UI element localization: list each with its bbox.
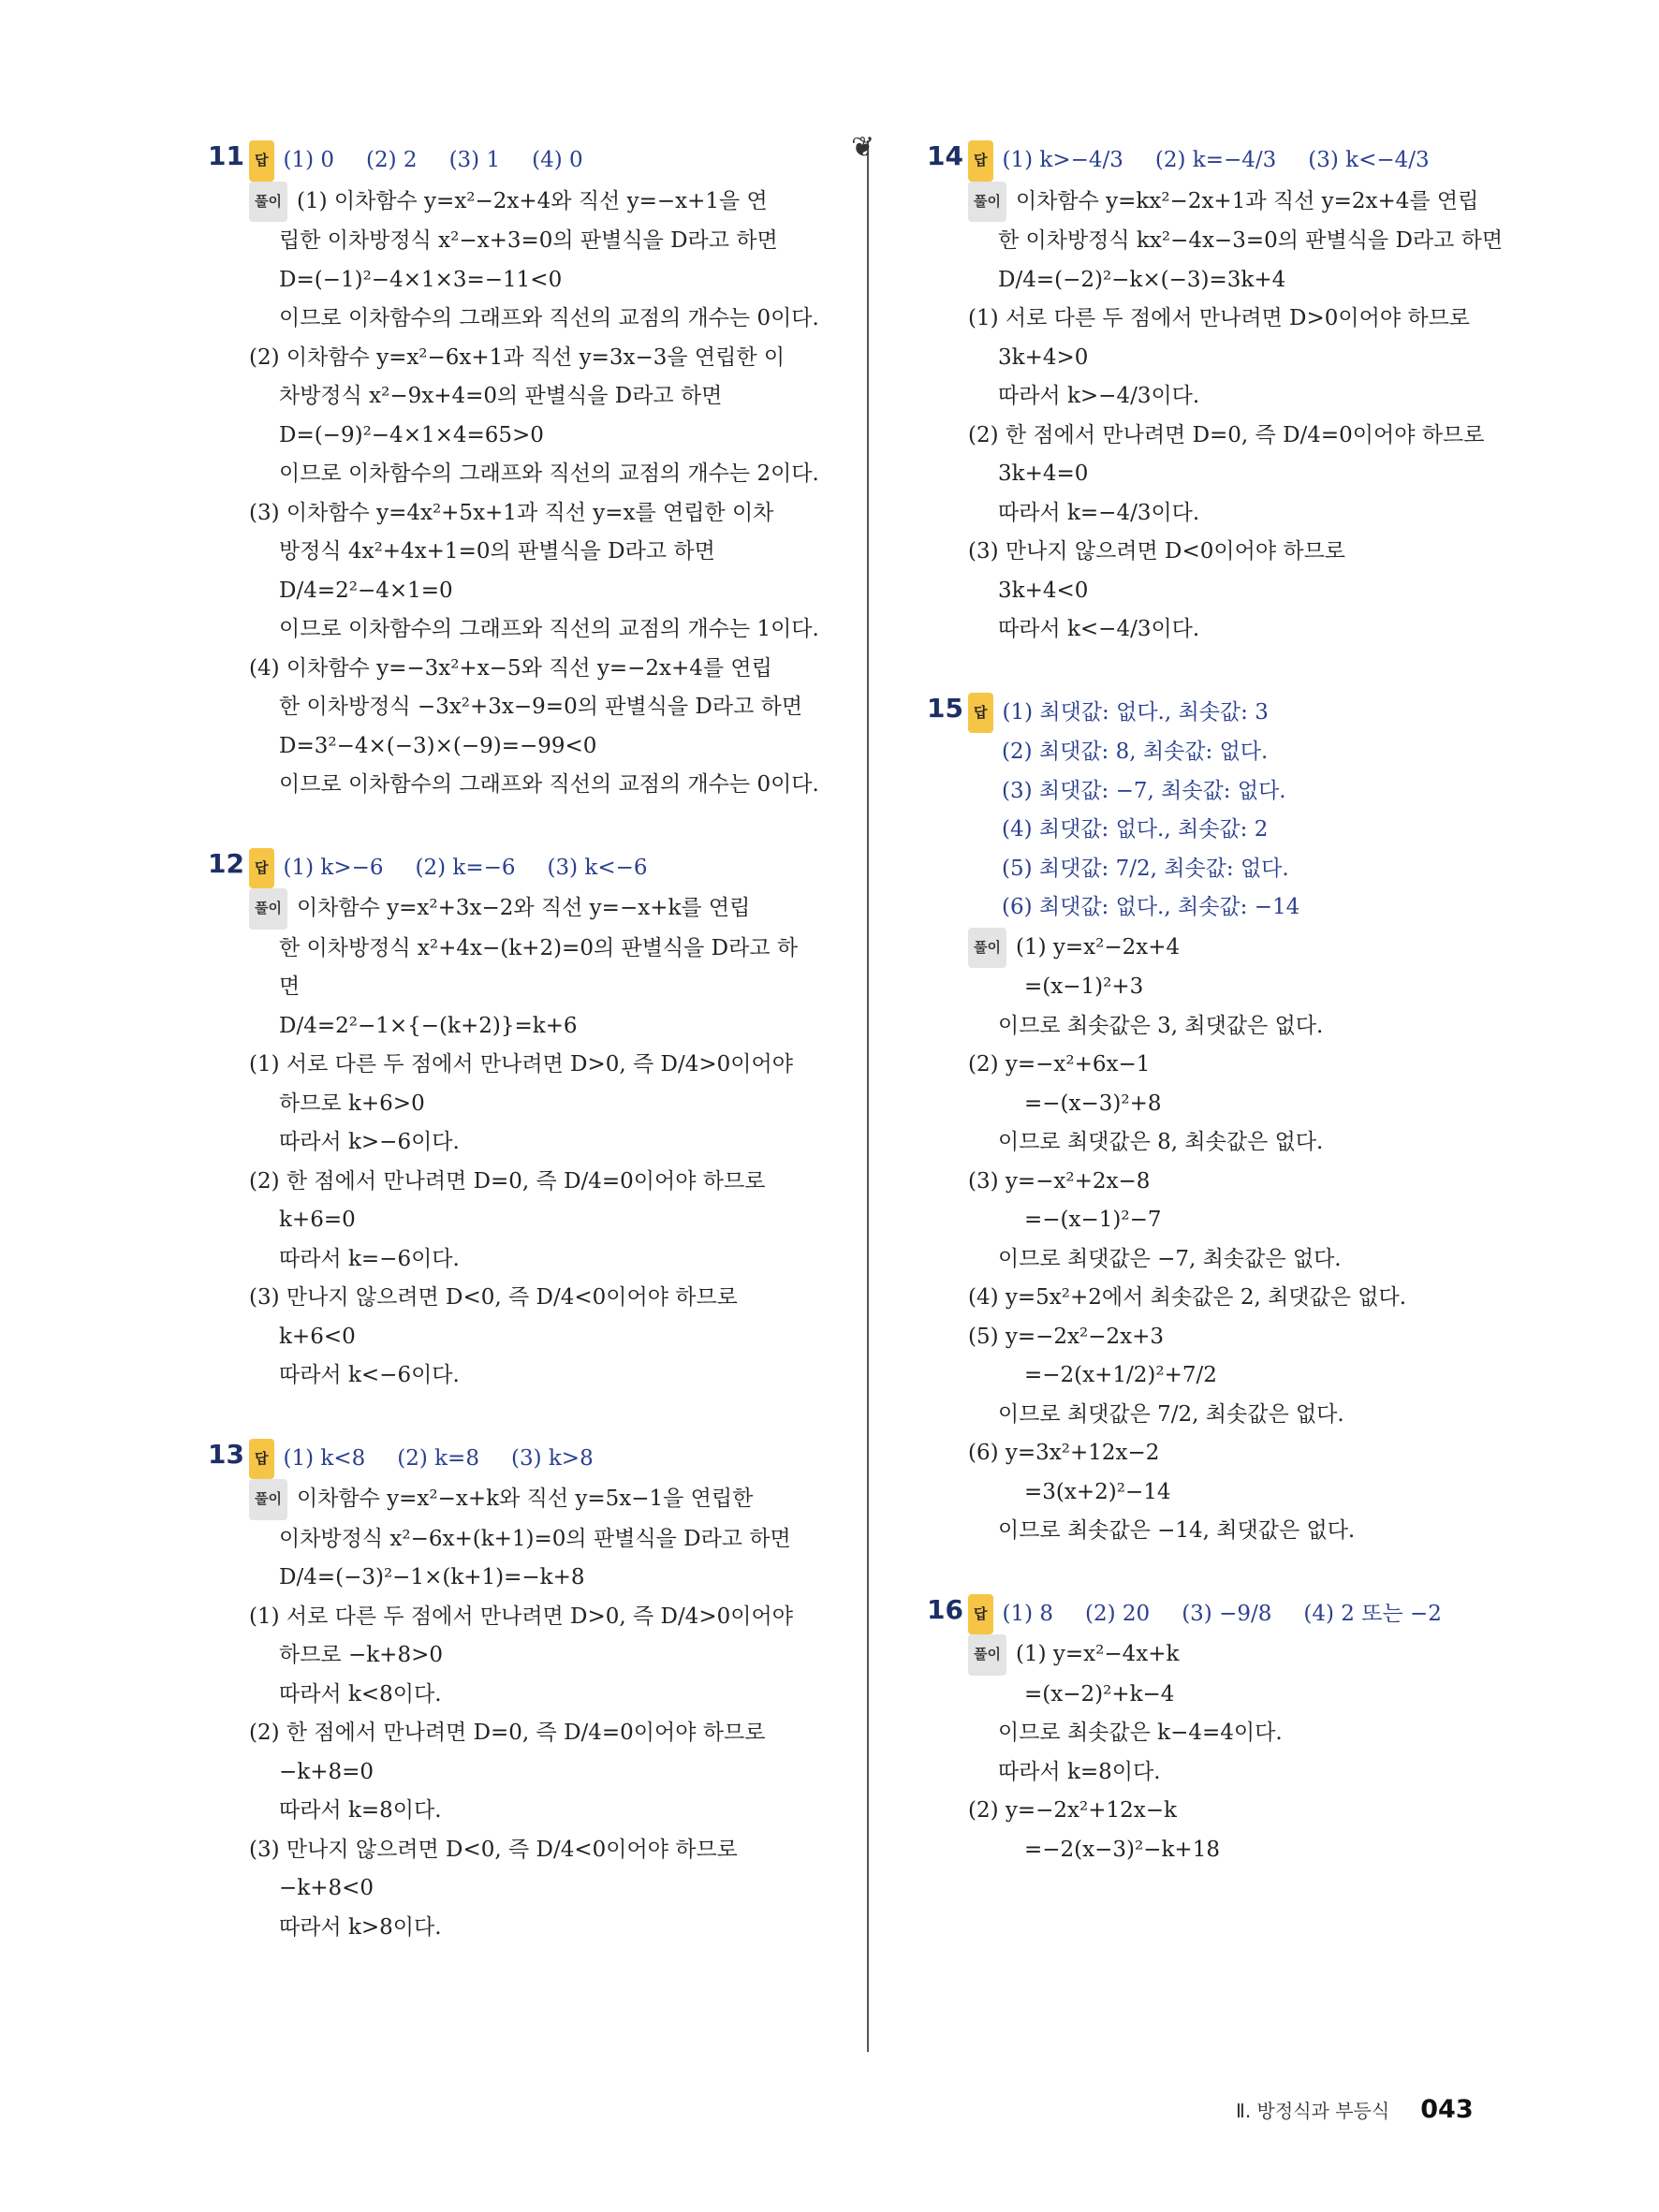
problem-content bbox=[249, 848, 826, 1396]
solution-text: (5) y=−2x²−2x+3 bbox=[968, 1324, 1165, 1349]
answer-line bbox=[968, 811, 1545, 850]
solution-text: 이차함수 y=x²+3x−2와 직선 y=−x+k를 연립 bbox=[296, 896, 751, 920]
solution-text: (1) 서로 다른 두 점에서 만나려면 D>0, 즉 D/4>0이어야 bbox=[249, 1604, 793, 1629]
solution-line bbox=[968, 1163, 1545, 1202]
solution-text: 방정식 4x²+4x+1=0의 판별식을 D라고 하면 bbox=[279, 539, 715, 564]
problem-12 bbox=[208, 848, 826, 1396]
solution-line bbox=[968, 928, 1545, 969]
problem-number: 14 bbox=[927, 140, 963, 171]
solution-text: (3) 만나지 않으려면 D<0이어야 하므로 bbox=[968, 539, 1346, 564]
solution-text: 따라서 k<−6이다. bbox=[279, 1363, 460, 1387]
answer-item: (1) 8 bbox=[1002, 1601, 1054, 1626]
solution-line bbox=[249, 1356, 826, 1396]
solution-text: 이므로 최솟값은 k−4=4이다. bbox=[998, 1721, 1283, 1745]
answer-line bbox=[968, 140, 1545, 182]
problem-number: 15 bbox=[927, 692, 963, 724]
solution-line bbox=[249, 766, 826, 805]
solution-text: 하므로 −k+8>0 bbox=[279, 1643, 443, 1667]
problem-content bbox=[249, 140, 826, 805]
solution-text: (1) y=x²−4x+k bbox=[1015, 1642, 1180, 1666]
solution-text: 면 bbox=[279, 974, 301, 999]
answer-line bbox=[968, 733, 1545, 772]
solution-text: 따라서 k=−6이다. bbox=[279, 1246, 460, 1271]
solution-line bbox=[249, 1479, 826, 1520]
solution-text: k+6=0 bbox=[279, 1208, 356, 1232]
solution-tag: 풀이 bbox=[968, 1634, 1006, 1676]
solution-text: (3) y=−x²+2x−8 bbox=[968, 1168, 1151, 1194]
solution-line bbox=[249, 1831, 826, 1870]
answer-line bbox=[249, 1439, 826, 1480]
solution-line bbox=[968, 377, 1545, 417]
answer-line bbox=[968, 772, 1545, 812]
answer-tag: 답 bbox=[968, 1594, 993, 1635]
solution-text: (2) y=−x²+6x−1 bbox=[968, 1052, 1151, 1077]
problem-content bbox=[968, 1594, 1545, 1870]
solution-text: (3) 이차함수 y=4x²+5x+1과 직선 y=x를 연립한 이차 bbox=[249, 500, 774, 525]
answer-item: (3) 1 bbox=[448, 148, 501, 172]
solution-text: (1) 서로 다른 두 점에서 만나려면 D>0, 즉 D/4>0이어야 bbox=[249, 1052, 793, 1077]
solution-line bbox=[249, 1559, 826, 1598]
answer-item: (2) 최댓값: 8, 최솟값: 없다. bbox=[1002, 740, 1269, 764]
solution-line bbox=[968, 1512, 1545, 1551]
solution-text: D=3²−4×(−3)×(−9)=−99<0 bbox=[279, 733, 597, 758]
answer-item: (4) 2 또는 −2 bbox=[1303, 1601, 1442, 1626]
solution-text: 이므로 최댓값은 8, 최솟값은 없다. bbox=[998, 1130, 1324, 1154]
solution-line bbox=[249, 339, 826, 378]
answer-line bbox=[249, 140, 826, 182]
answer-tag: 답 bbox=[249, 848, 274, 889]
solution-line bbox=[249, 1123, 826, 1163]
solution-line bbox=[249, 572, 826, 611]
problem-number: 12 bbox=[208, 847, 244, 879]
solution-line bbox=[249, 1792, 826, 1831]
solution-line bbox=[968, 610, 1545, 650]
solution-line bbox=[249, 930, 826, 969]
solution-text: D=(−9)²−4×1×4=65>0 bbox=[279, 422, 544, 447]
solution-text: (1) y=x²−2x+4 bbox=[1015, 934, 1181, 960]
answer-tag: 답 bbox=[968, 140, 993, 182]
solution-text: D/4=(−2)²−k×(−3)=3k+4 bbox=[998, 267, 1286, 292]
answer-line bbox=[968, 1594, 1545, 1635]
answer-item: (4) 0 bbox=[532, 148, 583, 172]
solution-text: (2) y=−2x²+12x−k bbox=[968, 1798, 1177, 1823]
solution-text: 이므로 이차함수의 그래프와 직선의 교점의 개수는 2이다. bbox=[279, 461, 819, 486]
right-column bbox=[927, 140, 1545, 1912]
solution-line bbox=[249, 182, 826, 223]
solution-line bbox=[968, 1318, 1545, 1357]
solution-line bbox=[968, 1279, 1545, 1318]
answer-item: (2) k=−6 bbox=[415, 855, 516, 880]
solution-text: 이차함수 y=x²−x+k와 직선 y=5x−1을 연립한 bbox=[296, 1487, 754, 1511]
answer-item: (1) k>−4/3 bbox=[1002, 148, 1123, 172]
problem-content bbox=[249, 1439, 826, 1948]
solution-text: 이므로 최댓값은 7/2, 최솟값은 없다. bbox=[998, 1401, 1344, 1427]
solution-text: D/4=(−3)²−1×(k+1)=−k+8 bbox=[279, 1565, 585, 1589]
solution-text: −k+8=0 bbox=[279, 1759, 374, 1784]
answer-tag: 답 bbox=[249, 140, 274, 182]
ornament-icon: ❦ bbox=[851, 131, 875, 164]
solution-text: 3k+4=0 bbox=[998, 461, 1089, 486]
solution-line bbox=[249, 377, 826, 417]
answer-line bbox=[249, 848, 826, 889]
problem-content bbox=[968, 693, 1545, 1551]
answer-item: (4) 최댓값: 없다., 최솟값: 2 bbox=[1002, 817, 1269, 842]
answer-line bbox=[968, 850, 1545, 889]
solution-line bbox=[249, 1201, 826, 1240]
problem-number: 11 bbox=[208, 140, 244, 171]
solution-text: (2) 이차함수 y=x²−6x+1과 직선 y=3x−3을 연립한 이 bbox=[249, 344, 785, 370]
solution-text: k+6<0 bbox=[279, 1324, 356, 1349]
answer-item: (5) 최댓값: 7/2, 최솟값: 없다. bbox=[1002, 856, 1289, 881]
solution-line bbox=[249, 1085, 826, 1124]
solution-text: (3) 만나지 않으려면 D<0, 즉 D/4<0이어야 하므로 bbox=[249, 1285, 738, 1310]
solution-line bbox=[249, 1046, 826, 1085]
solution-line bbox=[249, 650, 826, 689]
answer-item: (1) 최댓값: 없다., 최솟값: 3 bbox=[1002, 699, 1269, 725]
solution-text: 3k+4<0 bbox=[998, 578, 1089, 603]
solution-line bbox=[249, 1753, 826, 1793]
solution-line bbox=[968, 1356, 1545, 1396]
answer-item: (2) k=−4/3 bbox=[1154, 148, 1277, 172]
solution-text: 한 이차방정식 x²+4x−(k+2)=0의 판별식을 D라고 하 bbox=[279, 935, 799, 960]
answer-tag: 답 bbox=[968, 693, 993, 734]
solution-line bbox=[968, 339, 1545, 378]
solution-text: 이므로 이차함수의 그래프와 직선의 교점의 개수는 1이다. bbox=[279, 617, 819, 641]
solution-line bbox=[249, 688, 826, 727]
answer-item: (2) 20 bbox=[1085, 1601, 1151, 1626]
solution-text: 이차방정식 x²−6x+(k+1)=0의 판별식을 D라고 하면 bbox=[279, 1526, 791, 1551]
solution-line bbox=[968, 1240, 1545, 1280]
solution-text: =(x−2)²+k−4 bbox=[1024, 1681, 1175, 1707]
solution-text: =−2(x−3)²−k+18 bbox=[1024, 1837, 1220, 1862]
solution-text: 이므로 최댓값은 −7, 최솟값은 없다. bbox=[998, 1246, 1342, 1271]
solution-line bbox=[968, 1434, 1545, 1473]
solution-line bbox=[968, 417, 1545, 456]
solution-line bbox=[249, 1163, 826, 1202]
answer-item: (1) k>−6 bbox=[283, 855, 384, 880]
column-divider bbox=[867, 140, 869, 2052]
solution-text: 따라서 k>−4/3이다. bbox=[998, 384, 1200, 408]
answer-item: (3) 최댓값: −7, 최솟값: 없다. bbox=[1002, 778, 1286, 803]
answer-item: (2) k=8 bbox=[397, 1445, 479, 1471]
solution-text: 따라서 k=8이다. bbox=[279, 1798, 442, 1823]
solution-line bbox=[249, 300, 826, 339]
solution-text: (2) 한 점에서 만나려면 D=0, 즉 D/4=0이어야 하므로 bbox=[249, 1168, 766, 1194]
solution-line bbox=[249, 533, 826, 572]
solution-text: (3) 만나지 않으려면 D<0, 즉 D/4<0이어야 하므로 bbox=[249, 1837, 738, 1862]
solution-text: (4) y=5x²+2에서 최솟값은 2, 최댓값은 없다. bbox=[968, 1285, 1407, 1310]
solution-line bbox=[968, 1753, 1545, 1793]
solution-line bbox=[968, 968, 1545, 1007]
page-footer bbox=[1236, 2095, 1535, 2124]
answer-tag: 답 bbox=[249, 1439, 274, 1480]
solution-text: 한 이차방정식 kx²−4x−3=0의 판별식을 D라고 하면 bbox=[998, 228, 1504, 253]
solution-line bbox=[968, 300, 1545, 339]
solution-text: =−(x−3)²+8 bbox=[1024, 1091, 1162, 1116]
solution-text: −k+8<0 bbox=[279, 1876, 374, 1900]
solution-text: 이므로 최솟값은 3, 최댓값은 없다. bbox=[998, 1013, 1324, 1038]
answer-item: (1) k<8 bbox=[283, 1445, 366, 1471]
solution-line bbox=[968, 222, 1545, 261]
solution-line bbox=[249, 494, 826, 534]
solution-line bbox=[249, 610, 826, 650]
problem-number: 16 bbox=[927, 1593, 963, 1625]
solution-text: 따라서 k=8이다. bbox=[998, 1759, 1161, 1784]
solution-text: 따라서 k>8이다. bbox=[279, 1914, 442, 1940]
solution-tag: 풀이 bbox=[968, 182, 1006, 223]
solution-text: =(x−1)²+3 bbox=[1024, 974, 1144, 999]
solution-line bbox=[249, 1520, 826, 1560]
solution-text: 하므로 k+6>0 bbox=[279, 1091, 425, 1116]
solution-text: (1) 이차함수 y=x²−2x+4와 직선 y=−x+1을 연 bbox=[296, 188, 768, 213]
problem-13 bbox=[208, 1439, 826, 1948]
solution-line bbox=[249, 727, 826, 767]
solution-line bbox=[249, 888, 826, 930]
answer-item: (6) 최댓값: 없다., 최솟값: −14 bbox=[1002, 895, 1300, 919]
solution-line bbox=[968, 1396, 1545, 1435]
solution-text: 립한 이차방정식 x²−x+3=0의 판별식을 D라고 하면 bbox=[279, 228, 778, 253]
answer-item: (3) k>8 bbox=[510, 1445, 594, 1471]
left-column bbox=[208, 140, 826, 1990]
solution-text: (6) y=3x²+12x−2 bbox=[968, 1441, 1160, 1465]
solution-line bbox=[249, 222, 826, 261]
solution-tag: 풀이 bbox=[249, 1479, 287, 1520]
solution-line bbox=[968, 1046, 1545, 1085]
solution-line bbox=[249, 1909, 826, 1948]
solution-text: D=(−1)²−4×1×3=−11<0 bbox=[279, 267, 563, 292]
solution-text: (1) 서로 다른 두 점에서 만나려면 D>0이어야 하므로 bbox=[968, 306, 1471, 330]
solution-line bbox=[249, 1714, 826, 1753]
solution-text: 따라서 k<8이다. bbox=[279, 1681, 442, 1707]
chapter-title: Ⅱ. 방정식과 부등식 bbox=[1236, 2100, 1390, 2122]
answer-item: (3) k<−4/3 bbox=[1308, 148, 1430, 172]
answer-item: (2) 2 bbox=[366, 148, 418, 172]
solution-line bbox=[968, 455, 1545, 494]
solution-line bbox=[968, 1007, 1545, 1047]
solution-text: 차방정식 x²−9x+4=0의 판별식을 D라고 하면 bbox=[279, 384, 723, 408]
solution-text: D/4=2²−1×{−(k+2)}=k+6 bbox=[279, 1013, 578, 1038]
solution-text: 한 이차방정식 −3x²+3x−9=0의 판별식을 D라고 하면 bbox=[279, 695, 803, 719]
solution-line bbox=[968, 572, 1545, 611]
solution-line bbox=[249, 455, 826, 494]
problem-11 bbox=[208, 140, 826, 805]
solution-text: =−2(x+1/2)²+7/2 bbox=[1024, 1363, 1217, 1387]
solution-line bbox=[249, 1279, 826, 1318]
solution-line bbox=[968, 1634, 1545, 1676]
solution-text: (2) 한 점에서 만나려면 D=0, 즉 D/4=0이어야 하므로 bbox=[968, 422, 1485, 447]
solution-line bbox=[968, 1201, 1545, 1240]
solution-text: 이차함수 y=kx²−2x+1과 직선 y=2x+4를 연립 bbox=[1015, 188, 1479, 213]
problem-15 bbox=[927, 693, 1545, 1551]
solution-line bbox=[968, 261, 1545, 300]
solution-line bbox=[968, 1473, 1545, 1513]
solution-line bbox=[249, 1869, 826, 1909]
solution-text: 따라서 k>−6이다. bbox=[279, 1130, 460, 1154]
solution-text: (2) 한 점에서 만나려면 D=0, 즉 D/4=0이어야 하므로 bbox=[249, 1721, 766, 1745]
solution-text: (4) 이차함수 y=−3x²+x−5와 직선 y=−2x+4를 연립 bbox=[249, 655, 772, 681]
solution-line bbox=[249, 261, 826, 300]
solution-line bbox=[968, 1123, 1545, 1163]
solution-tag: 풀이 bbox=[968, 928, 1006, 969]
solution-line bbox=[249, 1676, 826, 1715]
solution-line bbox=[249, 417, 826, 456]
solution-line bbox=[968, 1085, 1545, 1124]
problem-16 bbox=[927, 1594, 1545, 1870]
solution-line bbox=[249, 1636, 826, 1676]
solution-line bbox=[968, 1714, 1545, 1753]
solution-text: =−(x−1)²−7 bbox=[1024, 1208, 1162, 1232]
solution-line bbox=[968, 1831, 1545, 1870]
solution-line bbox=[249, 1240, 826, 1280]
solution-line bbox=[249, 1007, 826, 1047]
problem-content bbox=[968, 140, 1545, 650]
problem-14 bbox=[927, 140, 1545, 650]
solution-text: 이므로 이차함수의 그래프와 직선의 교점의 개수는 0이다. bbox=[279, 306, 819, 330]
solution-line bbox=[968, 494, 1545, 534]
problem-number: 13 bbox=[208, 1438, 244, 1470]
answer-item: (1) 0 bbox=[283, 148, 335, 172]
solution-text: D/4=2²−4×1=0 bbox=[279, 578, 453, 603]
solution-line bbox=[968, 533, 1545, 572]
solution-tag: 풀이 bbox=[249, 182, 287, 223]
solution-line bbox=[249, 968, 826, 1007]
answer-item: (3) k<−6 bbox=[547, 855, 648, 880]
answer-line bbox=[968, 888, 1545, 928]
page-number: 043 bbox=[1420, 2095, 1474, 2124]
solution-text: 따라서 k<−4/3이다. bbox=[998, 617, 1200, 641]
solution-line bbox=[249, 1598, 826, 1637]
solution-tag: 풀이 bbox=[249, 888, 287, 930]
answer-line bbox=[968, 693, 1545, 734]
solution-line bbox=[249, 1318, 826, 1357]
answer-item: (3) −9/8 bbox=[1182, 1601, 1272, 1626]
solution-line bbox=[968, 1792, 1545, 1831]
solution-text: =3(x+2)²−14 bbox=[1024, 1479, 1171, 1504]
solution-line bbox=[968, 182, 1545, 223]
solution-text: 따라서 k=−4/3이다. bbox=[998, 500, 1200, 525]
solution-text: 이므로 최솟값은 −14, 최댓값은 없다. bbox=[998, 1518, 1356, 1543]
solution-line bbox=[968, 1676, 1545, 1715]
solution-text: 이므로 이차함수의 그래프와 직선의 교점의 개수는 0이다. bbox=[279, 772, 819, 797]
solution-text: 3k+4>0 bbox=[998, 344, 1089, 370]
